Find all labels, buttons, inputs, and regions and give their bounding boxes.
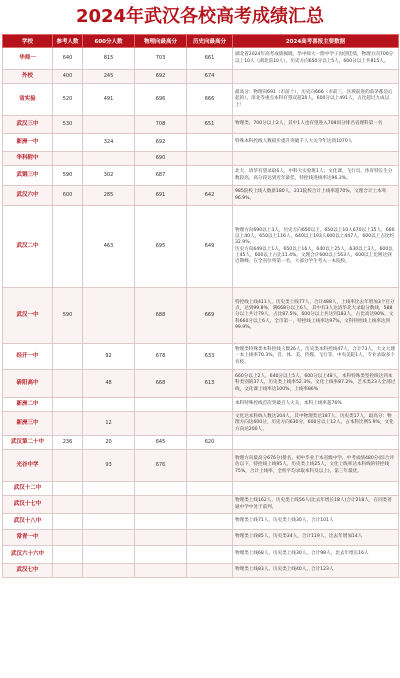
history-top-cell: 651: [187, 116, 233, 134]
school-cell: 常青一中: [3, 530, 53, 546]
count-600-cell: 48: [83, 370, 135, 398]
candidates-cell: 590: [53, 288, 83, 344]
count-600-cell: [83, 482, 135, 496]
candidates-cell: 590: [53, 166, 83, 186]
candidates-cell: [53, 530, 83, 546]
school-cell: 省实验: [3, 84, 53, 116]
history-top-cell: [187, 496, 233, 514]
candidates-cell: [53, 412, 83, 436]
count-600-cell: [83, 496, 135, 514]
history-top-cell: 613: [187, 370, 233, 398]
school-cell: 华科附中: [3, 152, 53, 166]
school-cell: 经开一中: [3, 344, 53, 370]
table-row: [3, 186, 399, 206]
count-600-cell: 324: [83, 134, 135, 152]
history-top-cell: 620: [187, 436, 233, 450]
physics-top-cell: 692: [135, 70, 187, 84]
candidates-cell: [53, 482, 83, 496]
candidates-cell: 600: [53, 186, 83, 206]
physics-top-cell: [135, 514, 187, 530]
school-cell: 武汉三中: [3, 116, 53, 134]
school-cell: 外校: [3, 70, 53, 84]
highlights-cell: [233, 152, 399, 166]
highlights-cell: 特殊本科控线人数稳步提升突破千人大关今年达到1070人: [233, 134, 399, 152]
candidates-cell: 640: [53, 48, 83, 70]
physics-top-cell: [135, 482, 187, 496]
count-600-cell: 463: [83, 206, 135, 288]
physics-top-cell: [135, 496, 187, 514]
candidates-cell: [53, 206, 83, 288]
candidates-cell: 400: [53, 70, 83, 84]
candidates-cell: 520: [53, 84, 83, 116]
history-top-cell: [187, 412, 233, 436]
physics-top-cell: 687: [135, 166, 187, 186]
table-row: [3, 166, 399, 186]
table-row: [3, 412, 399, 436]
table-row: [3, 564, 399, 578]
highlights-cell: 物理类，700分以上2人，其中1人也有望进入708同分排名省理科第一名: [233, 116, 399, 134]
history-top-cell: 649: [187, 206, 233, 288]
highlights-cell: 660分以上2人，640分以上5人，600分以上48人，本科特殊类型控线达到本科类别的37人，历史类上线率52.3%，文化上线率87.2%，艺术类23人全部过线，文化课上线率达100%，上线率86%: [233, 370, 399, 398]
school-cell: 武汉二中: [3, 206, 53, 288]
header-history-top: 历史向最高分: [187, 35, 233, 48]
physics-top-cell: 676: [135, 450, 187, 482]
school-cell: 光谷中学: [3, 450, 53, 482]
history-top-cell: 633: [187, 344, 233, 370]
candidates-cell: 530: [53, 116, 83, 134]
highlights-cell: 物理类上线162人，历史类上线56人(比去年增长18人)合计218人，在同类普通中学中处于前列。: [233, 496, 399, 514]
school-cell: 武汉十八中: [3, 514, 53, 530]
physics-top-cell: 668: [135, 370, 187, 398]
table-row: [3, 344, 399, 370]
count-600-cell: 815: [83, 48, 135, 70]
count-600-cell: 491: [83, 84, 135, 116]
table-row: [3, 206, 399, 288]
table-row: [3, 84, 399, 116]
table-row: [3, 134, 399, 152]
table-row: [3, 450, 399, 482]
physics-top-cell: 645: [135, 436, 187, 450]
history-top-cell: [187, 564, 233, 578]
count-600-cell: [83, 530, 135, 546]
highlights-cell: 物理类上线85人，历史类34人，合计119人，比去年增加14人: [233, 530, 399, 546]
count-600-cell: 20: [83, 436, 135, 450]
page-title: 2024年武汉各校高考成绩汇总: [75, 6, 325, 27]
history-top-cell: [187, 152, 233, 166]
school-cell: 武汉六十六中: [3, 546, 53, 564]
table-row: [3, 70, 399, 84]
school-cell: 武汉六中: [3, 186, 53, 206]
count-600-cell: [83, 116, 135, 134]
physics-top-cell: 688: [135, 288, 187, 344]
school-cell: 武汉一中: [3, 288, 53, 344]
highlights-cell: 本科特殊控线首次突破百人大关，本科上线率超76%: [233, 398, 399, 412]
highlights-cell: 湖北省2024年高考成绩揭晓，华中师大一附中学子再创佳绩，物理方向700分以上10人（湖北前10人），历史方向650分以上5人，600分以上共815人。: [233, 48, 399, 70]
candidates-cell: [53, 134, 83, 152]
table-body: [3, 48, 399, 578]
candidates-cell: [53, 370, 83, 398]
school-cell: 华师一: [3, 48, 53, 70]
candidates-cell: [53, 450, 83, 482]
candidates-cell: [53, 496, 83, 514]
table-row: [3, 370, 399, 398]
history-top-cell: 674: [187, 70, 233, 84]
count-600-cell: [83, 398, 135, 412]
table-row: [3, 288, 399, 344]
history-top-cell: [187, 134, 233, 152]
school-cell: 硚阳高中: [3, 370, 53, 398]
count-600-cell: 245: [83, 70, 135, 84]
candidates-cell: [53, 152, 83, 166]
physics-top-cell: [135, 398, 187, 412]
table-row: [3, 482, 399, 496]
school-cell: 武钢三中: [3, 166, 53, 186]
table-row: [3, 116, 399, 134]
physics-top-cell: [135, 412, 187, 436]
count-600-cell: [83, 152, 135, 166]
history-top-cell: 661: [187, 48, 233, 70]
physics-top-cell: 695: [135, 206, 187, 288]
history-top-cell: 642: [187, 186, 233, 206]
table-row: [3, 152, 399, 166]
school-cell: 武汉七中: [3, 564, 53, 578]
highlights-cell: 文化达本科线人数达204人，其中物理类达187人，历史类17人，最高分：物理方向达600分，历史方向630分，600分以上12人，占本科比例5.9%，文化方向达200人。: [233, 412, 399, 436]
physics-top-cell: 696: [135, 84, 187, 116]
history-top-cell: [187, 482, 233, 496]
highlights-cell: 物理类特殊类本科控线人数26人，历史类本科控线47人，合计73人，大文大理一本上线率70.3%，音、体、美、传媒、飞行等，中央美院1人，专业录取多个名校。: [233, 344, 399, 370]
school-cell: 武汉十七中: [3, 496, 53, 514]
candidates-cell: [53, 546, 83, 564]
history-top-cell: [187, 514, 233, 530]
highlights-cell: 985院校上线人数新180人，211院校合计上线率超70%，文理合计上本率96.9%。: [233, 186, 399, 206]
table-row: [3, 436, 399, 450]
header-highlights: 2024高考喜报主要数据: [233, 35, 399, 48]
school-cell: 新洲二中: [3, 398, 53, 412]
history-top-cell: 669: [187, 288, 233, 344]
highlights-cell: 物理类上线83人，历史类上线40人，合计123人: [233, 564, 399, 578]
history-top-cell: [187, 530, 233, 546]
header-600-count: 600分人数: [83, 35, 135, 48]
count-600-cell: 285: [83, 186, 135, 206]
count-600-cell: [83, 288, 135, 344]
school-cell: 新洲三中: [3, 412, 53, 436]
candidates-cell: 236: [53, 436, 83, 450]
count-600-cell: 12: [83, 412, 135, 436]
highlights-cell: 最高分：物理向691（市前十），历史向666（市前三，区域前进的前茅都是后起的）。清北等重点本科有望双超20人，600分以上491人，占比超过九成以上！: [233, 84, 399, 116]
physics-top-cell: [135, 530, 187, 546]
count-600-cell: 92: [83, 344, 135, 370]
count-600-cell: 93: [83, 450, 135, 482]
table-row: [3, 48, 399, 70]
highlights-cell: 物理方向最高分676分(排名，初中毕业于本省级中学，中考成绩480分(综合评估以下，特控线上线95人，历史类上线25人，文化上线率达本科线的特控线75%，合计上线率，全校平均录取本科及以上)，第三年最优。: [233, 450, 399, 482]
history-top-cell: [187, 166, 233, 186]
highlights-cell: 特控线上线411人，历史类上线77人，合计488人，上线率比去年增加3个百分点，达到99.8%，满668分以上6人，其中有3人达清华北大录取分数线，588分以上共计79人，占比87.5%，600分以上共达到183人，占比高达90%，文科660分以上6人，全市第一，特控线上线率达97%，文科特控线上线率达到99.9%。: [233, 288, 399, 344]
count-600-cell: [83, 546, 135, 564]
candidates-cell: [53, 564, 83, 578]
candidates-cell: [53, 344, 83, 370]
highlights-cell: [233, 436, 399, 450]
highlights-cell: [233, 482, 399, 496]
count-600-cell: 302: [83, 166, 135, 186]
candidates-cell: [53, 398, 83, 412]
table-row: [3, 496, 399, 514]
count-600-cell: [83, 514, 135, 530]
history-top-cell: 666: [187, 84, 233, 116]
results-table: [2, 34, 399, 578]
header-physics-top: 物理向最高分: [135, 35, 187, 48]
candidates-cell: [53, 514, 83, 530]
school-cell: 武汉十二中: [3, 482, 53, 496]
physics-top-cell: 690: [135, 152, 187, 166]
count-600-cell: [83, 564, 135, 578]
header-candidates: 参考人数: [53, 35, 83, 48]
physics-top-cell: 678: [135, 344, 187, 370]
history-top-cell: [187, 546, 233, 564]
physics-top-cell: [135, 564, 187, 578]
school-cell: 武汉第二十中: [3, 436, 53, 450]
physics-top-cell: [135, 546, 187, 564]
highlights-cell: [233, 70, 399, 84]
physics-top-cell: 692: [135, 134, 187, 152]
header-school: 学校: [3, 35, 53, 48]
physics-top-cell: 691: [135, 186, 187, 206]
history-top-cell: [187, 450, 233, 482]
history-top-cell: [187, 398, 233, 412]
highlights-cell: 物理类上线71人，历史类上线30人，合计101人: [233, 514, 399, 530]
table-row: [3, 530, 399, 546]
highlights-cell: 物理方向690以上3人，历史方向650以上。650以上10人670以上35人，660以上40人，650以上116人，640以上193人600以上447人，600以上占比约32.9%。 历史方向649以上1人，650以上16人，640以上25人，630以上3人，600以上45人，600以上占比11.4%。文理合计600以上563人，600以上比例达到近期峰，在全省位列第一名，大部分学生考入一本院校。: [233, 206, 399, 288]
table-row: [3, 514, 399, 530]
highlights-cell: 北大、清华有望录取6人，中科大实验班1人；文化课、飞行员、体育特长生分数较高，高分段达到近年最佳，特控线进线率达96.3%。: [233, 166, 399, 186]
highlights-cell: 物理类上线68人，历史类上线30人，合计98人，比去年增长16人: [233, 546, 399, 564]
table-header-row: [3, 35, 399, 48]
school-cell: 新洲一中: [3, 134, 53, 152]
physics-top-cell: 703: [135, 48, 187, 70]
table-row: [3, 398, 399, 412]
physics-top-cell: 708: [135, 116, 187, 134]
table-row: [3, 546, 399, 564]
